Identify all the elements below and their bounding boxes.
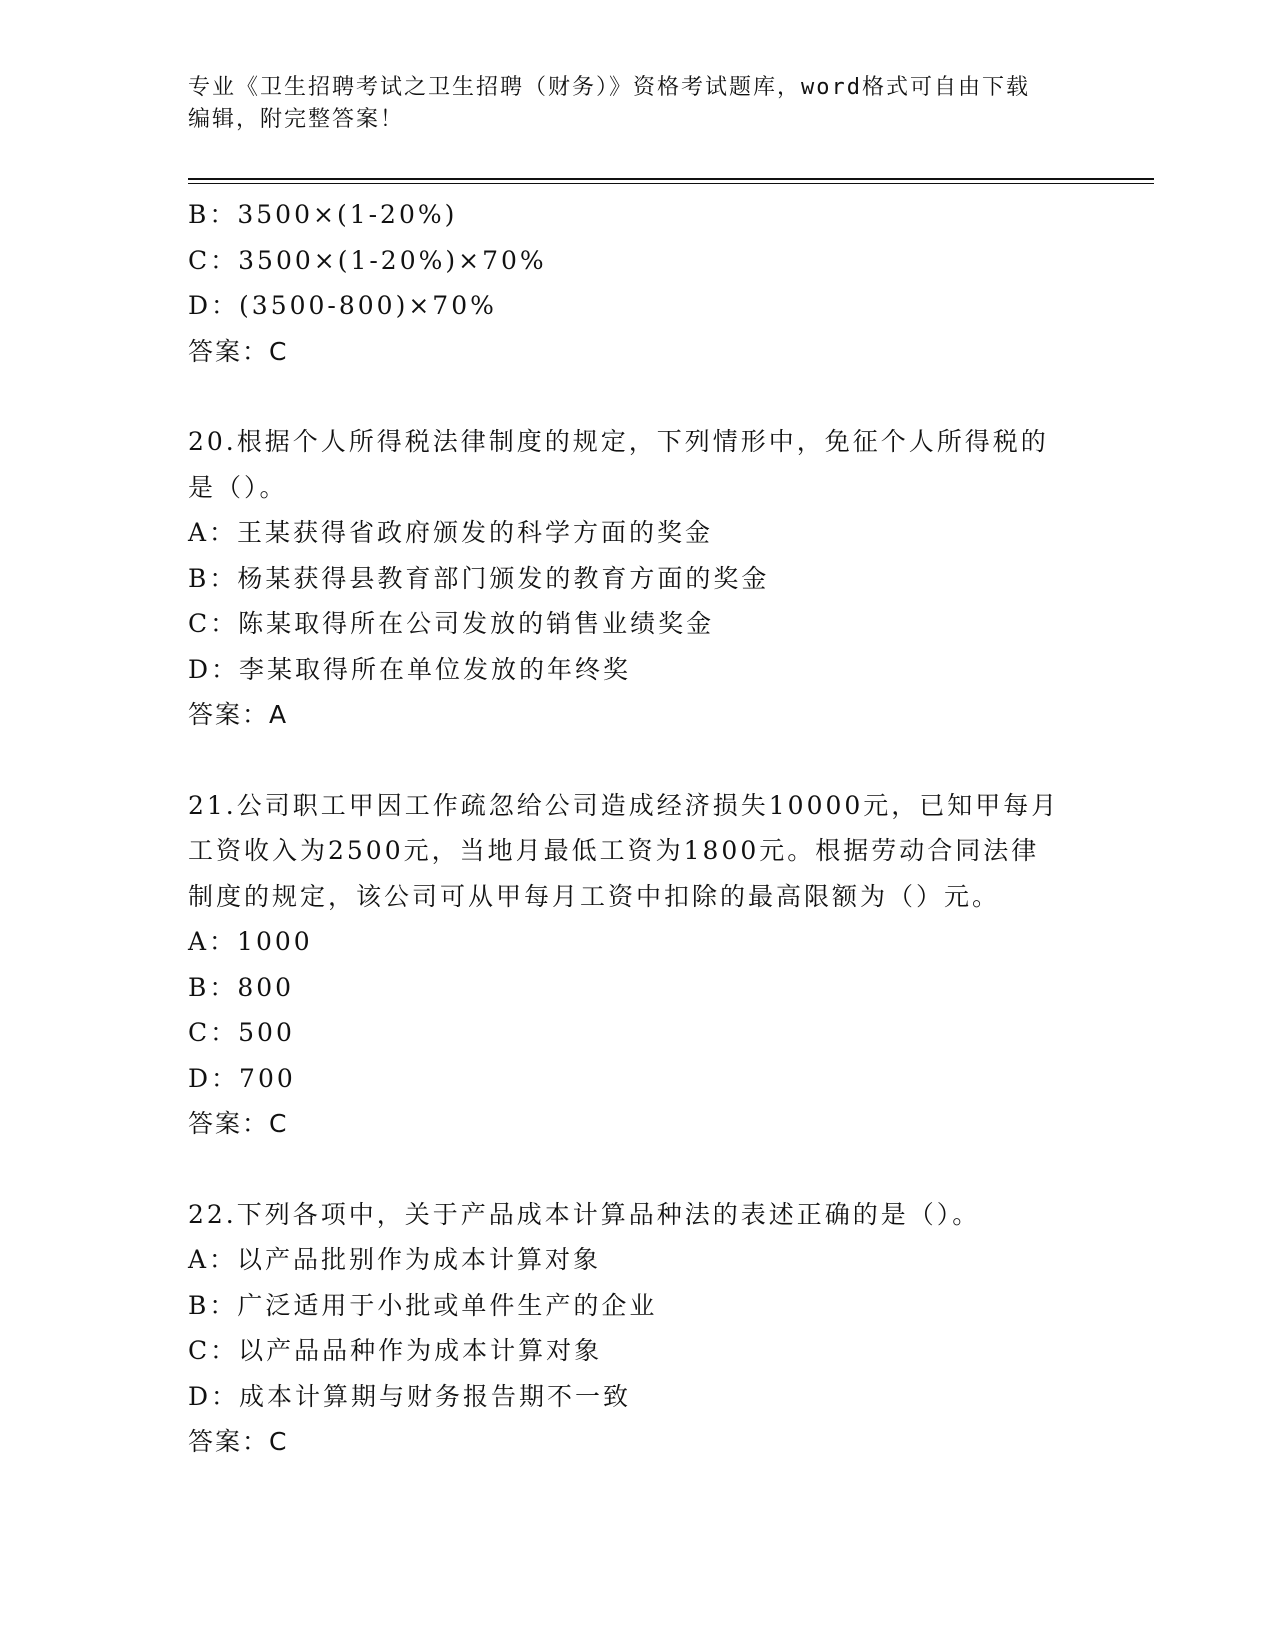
q20-stem-line-2: 是（）。 [188, 472, 288, 502]
spacer [188, 374, 1088, 419]
q20-answer: 答案：A [188, 700, 289, 729]
q20-option-d: D：李某取得所在单位发放的年终奖 [188, 654, 632, 684]
q21-option-c: C：500 [188, 1018, 295, 1047]
q20-option-a: A：王某获得省政府颁发的科学方面的奖金 [188, 518, 714, 547]
q19-option-d: D：(3500-800)×70% [188, 291, 497, 320]
question-content [188, 192, 1088, 1465]
question-20-block [188, 419, 1088, 738]
q21-stem-line-2: 工资收入为2500元，当地月最低工资为1800元。根据劳动合同法律 [188, 836, 1040, 865]
question-19-block [188, 192, 1088, 374]
header-line-1: 专业《卫生招聘考试之卫生招聘（财务）》资格考试题库，word格式可自由下载 [188, 75, 1030, 100]
q21-option-d: D：700 [188, 1063, 296, 1093]
q22-option-d: D：成本计算期与财务报告期不一致 [188, 1381, 632, 1411]
q21-option-b: B：800 [188, 972, 295, 1002]
q19-option-b: B：3500×(1-20%) [188, 200, 458, 229]
q22-stem-line-1: 22.下列各项中，关于产品成本计算品种法的表述正确的是（）。 [188, 1199, 981, 1229]
q20-stem-line-1: 20.根据个人所得税法律制度的规定，下列情形中，免征个人所得税的 [188, 427, 1049, 456]
spacer [188, 1147, 1088, 1192]
q21-option-a: A：1000 [188, 927, 313, 956]
q19-option-c: C：3500×(1-20%)×70% [188, 245, 547, 275]
q22-option-a: A：以产品批别作为成本计算对象 [188, 1245, 602, 1274]
q20-option-b: B：杨某获得县教育部门颁发的教育方面的奖金 [188, 563, 770, 593]
page-header [188, 72, 1068, 136]
header-divider-thick [188, 178, 1154, 180]
question-22-block [188, 1192, 1088, 1465]
q21-stem-line-1: 21.公司职工甲因工作疏忽给公司造成经济损失10000元，已知甲每月 [188, 790, 1060, 820]
q21-answer: 答案：C [188, 1109, 289, 1138]
q22-option-b: B：广泛适用于小批或单件生产的企业 [188, 1290, 658, 1320]
q22-answer: 答案：C [188, 1427, 289, 1456]
header-divider-thin [188, 183, 1154, 184]
header-line-2: 编辑，附完整答案！ [188, 107, 405, 132]
q22-option-c: C：以产品品种作为成本计算对象 [188, 1336, 603, 1365]
q21-stem-line-3: 制度的规定，该公司可从甲每月工资中扣除的最高限额为（）元。 [188, 881, 1001, 911]
q20-option-c: C：陈某取得所在公司发放的销售业绩奖金 [188, 609, 715, 638]
spacer [188, 738, 1088, 783]
question-21-block [188, 783, 1088, 1147]
q19-answer: 答案：C [188, 336, 289, 366]
